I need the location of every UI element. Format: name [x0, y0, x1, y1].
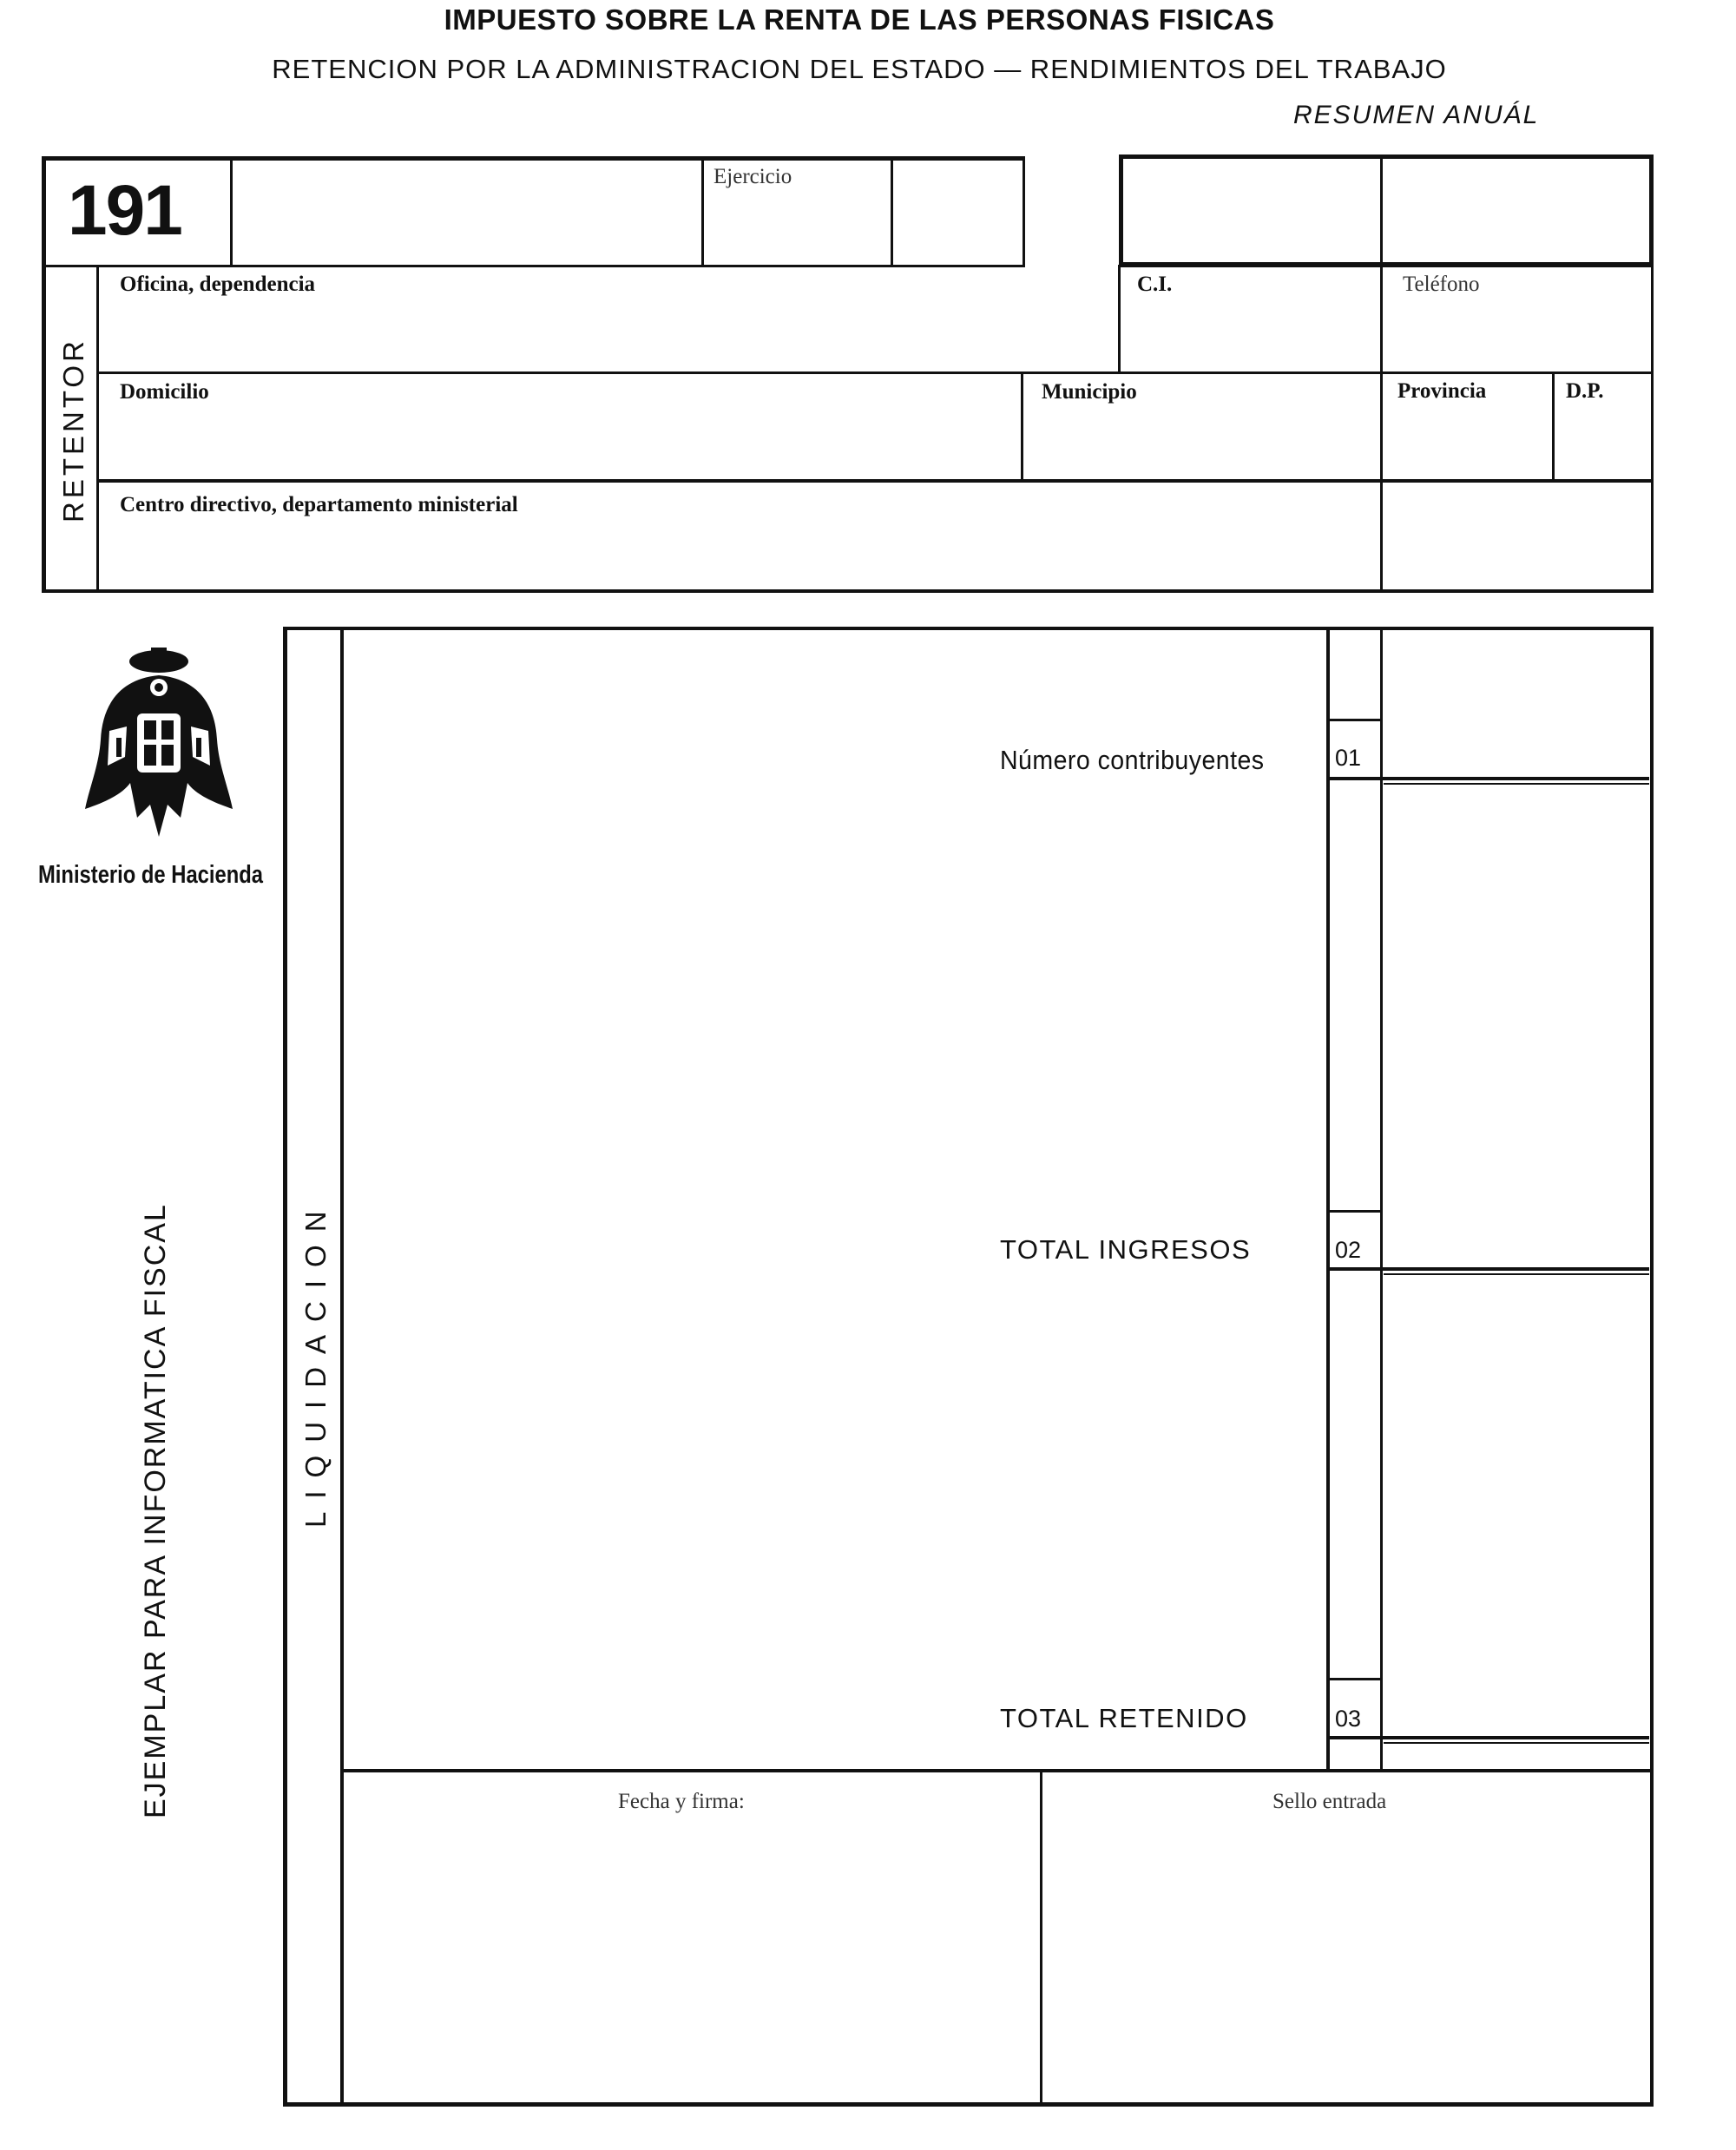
numero-contribuyentes-label: Número contribuyentes — [1000, 745, 1265, 775]
code-column — [1326, 627, 1330, 1772]
code-box-divider — [1380, 155, 1383, 267]
centro-label: Centro directivo, departamento ministerial — [120, 493, 518, 516]
municipio-divider — [1021, 371, 1023, 482]
row-divider-1 — [96, 371, 1654, 374]
domicilio-label: Domicilio — [120, 380, 209, 404]
row-underline-01b — [1384, 783, 1649, 785]
liquidacion-label-column — [340, 627, 344, 2107]
dp-label: D.P. — [1566, 379, 1604, 403]
ejercicio-divider — [701, 156, 704, 267]
centro-field[interactable] — [102, 519, 1375, 587]
code-cell-top-03 — [1326, 1678, 1380, 1680]
total-retenido-field[interactable] — [1385, 1688, 1649, 1733]
retentor-section-label: RETENTOR — [57, 338, 89, 523]
code-field-right[interactable] — [1385, 160, 1649, 262]
code-02: 02 — [1335, 1237, 1362, 1263]
telefono-field[interactable] — [1385, 299, 1649, 369]
code-field-left[interactable] — [1125, 160, 1377, 262]
code-03: 03 — [1335, 1706, 1362, 1732]
provincia-label: Provincia — [1397, 379, 1487, 403]
retentor-label-column — [96, 265, 99, 593]
footer-divider-middle — [1040, 1769, 1042, 2107]
ci-divider — [1118, 265, 1121, 373]
footer-divider-top — [340, 1769, 1654, 1772]
fecha-firma-field[interactable] — [347, 1823, 1033, 2099]
code-01: 01 — [1335, 745, 1362, 771]
oficina-field[interactable] — [102, 299, 1114, 369]
telefono-divider — [1380, 265, 1383, 593]
provincia-field[interactable] — [1385, 406, 1550, 477]
ci-label: C.I. — [1137, 273, 1173, 296]
ejercicio-year-field[interactable] — [894, 161, 1020, 263]
header-blank-field[interactable] — [234, 161, 699, 263]
ejercicio-field[interactable] — [705, 191, 887, 264]
value-column — [1380, 627, 1383, 1772]
form-number-divider — [230, 156, 233, 267]
total-ingresos-field[interactable] — [1385, 1220, 1649, 1265]
ci-field[interactable] — [1123, 299, 1375, 369]
centro-code-field[interactable] — [1385, 486, 1649, 588]
code-cell-top-02 — [1326, 1210, 1380, 1213]
row-underline-03 — [1326, 1736, 1649, 1739]
municipio-label: Municipio — [1042, 380, 1137, 404]
ejercicio-divider-2 — [891, 156, 893, 267]
row-underline-02 — [1326, 1267, 1649, 1271]
numero-contribuyentes-field[interactable] — [1385, 729, 1649, 774]
total-ingresos-label: TOTAL INGRESOS — [1000, 1234, 1252, 1265]
dp-field[interactable] — [1557, 406, 1649, 477]
liquidacion-section-label: LIQUIDACION — [299, 1198, 332, 1528]
domicilio-field[interactable] — [102, 406, 1014, 477]
coat-of-arms-icon — [85, 644, 233, 839]
row-underline-03b — [1384, 1742, 1649, 1744]
code-cell-top-01 — [1326, 719, 1380, 721]
oficina-label: Oficina, dependencia — [120, 273, 316, 296]
municipio-field[interactable] — [1026, 406, 1375, 477]
summary-label: RESUMEN ANUÁL — [1293, 101, 1540, 129]
telefono-label: Teléfono — [1403, 273, 1480, 296]
row-underline-01 — [1326, 777, 1649, 780]
dp-divider — [1552, 371, 1555, 482]
sello-entrada-label: Sello entrada — [1272, 1790, 1387, 1813]
row-underline-02b — [1384, 1273, 1649, 1275]
sello-entrada-field[interactable] — [1047, 1823, 1649, 2099]
form-title: IMPUESTO SOBRE LA RENTA DE LAS PERSONAS FISICAS — [444, 3, 1275, 36]
total-retenido-label: TOTAL RETENIDO — [1000, 1703, 1248, 1733]
form-subtitle: RETENCION POR LA ADMINISTRACION DEL ESTADO — RENDIMIENTOS DEL TRABAJO — [272, 54, 1447, 84]
ministry-name: Ministerio de Hacienda — [38, 861, 264, 889]
row-divider-2 — [96, 479, 1654, 483]
form-number: 191 — [68, 171, 181, 250]
ejercicio-label: Ejercicio — [713, 165, 792, 188]
fecha-firma-label: Fecha y firma: — [618, 1790, 745, 1813]
ejemplar-side-label: EJEMPLAR PARA INFORMATICA FISCAL — [139, 1203, 172, 1818]
